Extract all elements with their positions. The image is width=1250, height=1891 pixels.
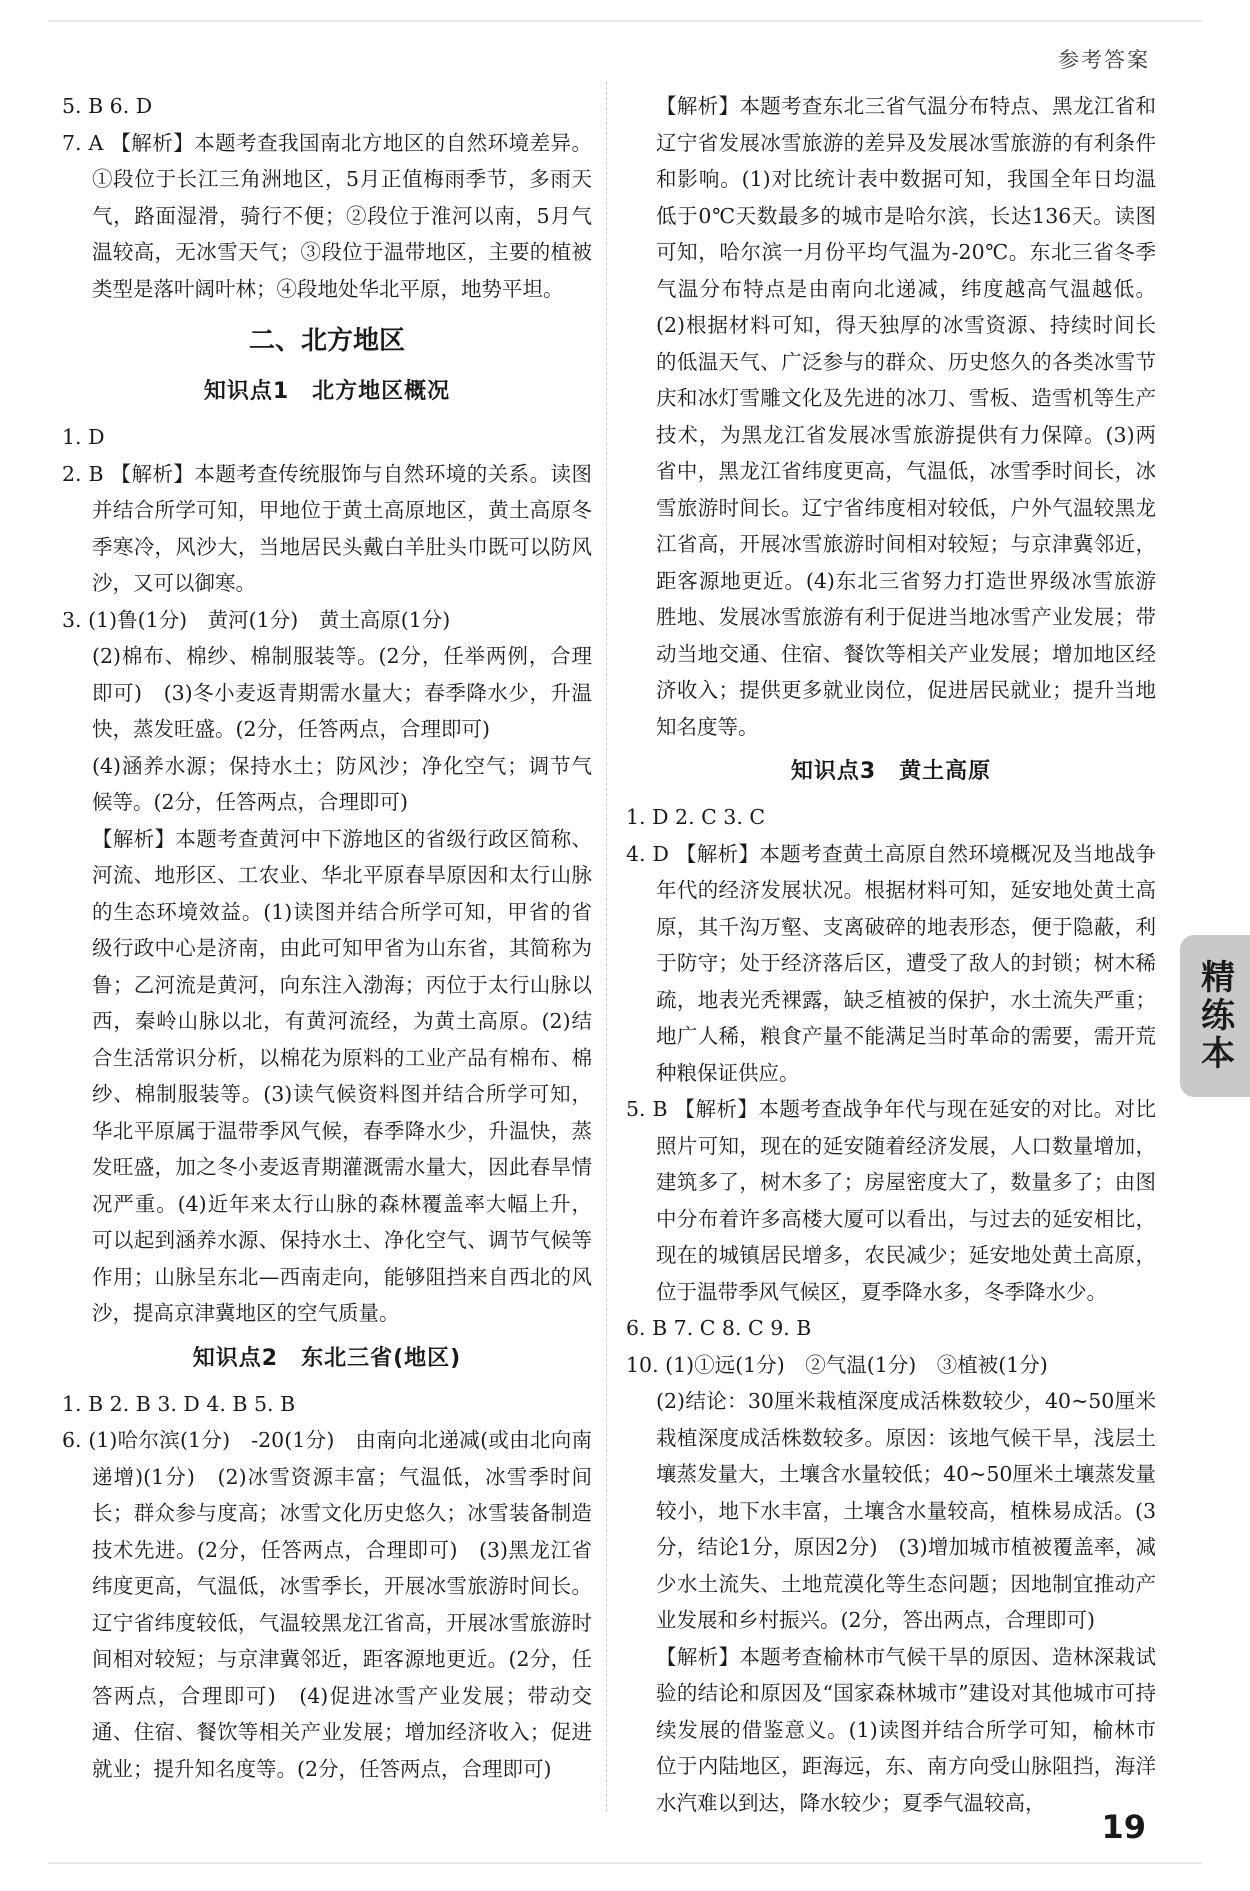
page-number: 19: [1101, 1808, 1146, 1846]
bottom-rule: [48, 1862, 1202, 1864]
kp3-answer-q10-part1: 10. (1)①远(1分) ②气温(1分) ③植被(1分): [626, 1352, 1048, 1377]
kp1-answer-q2: 2. B 【解析】本题考查传统服饰与自然环境的关系。读图并结合所学可知，甲地位于黄土高原地区，黄土高原冬季寒冷，风沙大，当地居民头戴白羊肚头巾既可以防风沙，又可以御寒。: [62, 461, 592, 595]
left-column: [62, 88, 592, 1787]
knowledge-point-1-title: 知识点1 北方地区概况: [203, 379, 451, 404]
kp3-answer-q4: 4. D 【解析】本题考查黄土高原自然环境概况及当地战争年代的经济发展状况。根据材料可知，延安地处黄土高原，其千沟万壑、支离破碎的地表形态，便于隐蔽，利于防守；处于经济落后区，遭受了敌人的封锁；树木稀疏，地表光秃裸露，缺乏植被的保护，水土流失严重；地广人稀，粮食产量不能满足当时革命的需要，需开荒种粮保证供应。: [626, 841, 1156, 1085]
kp1-answer-q3-part3: (4)涵养水源；保持水土；防风沙；净化空气；调节气候等。(2分，任答两点，合理即可): [92, 753, 592, 814]
kp3-answer-q10-explanation: 【解析】本题考查榆林市气候干旱的原因、造林深栽试验的结论和原因及“国家森林城市”建设对其他城市可持续发展的借鉴意义。(1)读图并结合所学可知，榆林市位于内陆地区，距海远，东、南方向受山脉阻挡，海洋水汽难以到达，降水较少；夏季气温较高，: [656, 1644, 1156, 1815]
kp3-answer-q10-part2: (2)结论：30厘米栽植深度成活株数较少，40~50厘米栽植深度成活株数较多。原因：该地气候干旱，浅层土壤蒸发量大，土壤含水量较低；40~50厘米土壤蒸发量较小，地下水丰富，土壤含水量较高，植株易成活。(3分，结论1分，原因2分) (3)增加城市植被覆盖率，减少水土流失、土地荒漠化等生态问题；因地制宜推动产业发展和乡村振兴。(2分，答出两点，合理即可): [656, 1389, 1156, 1632]
kp2-answers-q1-5: 1. B 2. B 3. D 4. B 5. B: [62, 1391, 296, 1416]
kp1-answer-q3-part1: 3. (1)鲁(1分) 黄河(1分) 黄土高原(1分): [62, 607, 451, 632]
side-tab-label: 精练本: [1194, 959, 1235, 1073]
column-divider: [606, 82, 607, 1812]
answer-q5-6: 5. B 6. D: [62, 94, 153, 118]
answer-q7: 7. A 【解析】本题考查我国南北方地区的自然环境差异。①段位于长江三角洲地区，5月正值梅雨季节，多雨天气，路面湿滑，骑行不便；②段位于淮河以南，5月气温较高，无冰雪天气；③段位于温带地区，主要的植被类型是落叶阔叶林；④段地处华北平原，地势平坦。: [62, 130, 592, 301]
kp3-answers-q6-9: 6. B 7. C 8. C 9. B: [626, 1316, 812, 1340]
practice-book-tab: [1180, 935, 1250, 1097]
knowledge-point-2-title: 知识点2 东北三省(地区): [192, 1345, 462, 1371]
kp2-answer-q6-explanation: 【解析】本题考查东北三省气温分布特点、黑龙江省和辽宁省发展冰雪旅游的差异及发展冰雪旅游的有利条件和影响。(1)对比统计表中数据可知，我国全年日均温低于0℃天数最多的城市是哈尔滨，长达136天。读图可知，哈尔滨一月份平均气温为-20℃。东北三省冬季气温分布特点是由南向北递减，纬度越高气温越低。(2)根据材料可知，得天独厚的冰雪资源、持续时间长的低温天气、广泛参与的群众、历史悠久的各类冰雪节庆和冰灯雪雕文化及先进的冰刀、雪板、造雪机等生产技术，为黑龙江省发展冰雪旅游提供有力保障。(3)两省中，黑龙江省纬度更高，气温低，冰雪季时间长，冰雪旅游时间长。辽宁省纬度相对较低，户外气温较黑龙江省高，开展冰雪旅游时间相对较短；与京津冀邻近，距客源地更近。(4)东北三省努力打造世界级冰雪旅游胜地、发展冰雪旅游有利于促进当地冰雪产业发展；带动当地交通、住宿、餐饮等相关产业发展；增加地区经济收入；提供更多就业岗位，促进居民就业；提升当地知名度等。: [656, 94, 1156, 739]
top-rule: [48, 20, 1202, 22]
kp3-answer-q5: 5. B 【解析】本题考查战争年代与现在延安的对比。对比照片可知，现在的延安随着经济发展，人口数量增加，建筑多了，树木多了；房屋密度大了，数量多了；由图中分布着许多高楼大厦可以看出，与过去的延安相比，现在的城镇居民增多，农民减少；延安地处黄土高原，位于温带季风气候区，夏季降水多，冬季降水少。: [626, 1097, 1156, 1304]
right-column: [626, 88, 1156, 1821]
kp2-answer-q6: 6. (1)哈尔滨(1分) -20(1分) 由南向北递减(或由北向南递增)(1分) (2)冰雪资源丰富；气温低，冰雪季时间长；群众参与度高；冰雪文化历史悠久；冰雪装备制造技术先进。(2分，任答两点，合理即可) (3)黑龙江省纬度更高，气温低，冰雪季长，开展冰雪旅游时间长。辽宁省纬度较低，气温较黑龙江省高，开展冰雪旅游时间相对较短；与京津冀邻近，距客源地更近。(2分，任答两点，合理即可) (4)促进冰雪产业发展；带动交通、住宿、餐饮等相关产业发展；增加经济收入；促进就业；提升知名度等。(2分，任答两点，合理即可): [62, 1428, 592, 1781]
section-title: 二、北方地区: [248, 326, 405, 356]
kp1-answer-q1: 1. D: [62, 425, 105, 449]
page-header: 参考答案: [1058, 48, 1150, 72]
kp3-answers-q1-3: 1. D 2. C 3. C: [626, 805, 766, 829]
kp1-answer-q3-explanation: 【解析】本题考查黄河中下游地区的省级行政区简称、河流、地形区、工农业、华北平原春旱原因和太行山脉的生态环境效益。(1)读图并结合所学可知，甲省的省级行政中心是济南，由此可知甲省为山东省，其简称为鲁；乙河流是黄河，向东注入渤海；丙位于太行山脉以西，秦岭山脉以北，有黄河流经，为黄土高原。(2)结合生活常识分析，以棉花为原料的工业产品有棉布、棉纱、棉制服装等。(3)读气候资料图并结合所学可知，华北平原属于温带季风气候，春季降水少，升温快，蒸发旺盛，加之冬小麦返青期灌溉需水量大，因此春旱情况严重。(4)近年来太行山脉的森林覆盖率大幅上升，可以起到涵养水源、保持水土、净化空气、调节气候等作用；山脉呈东北—西南走向，能够阻挡来自西北的风沙，提高京津冀地区的空气质量。: [92, 826, 592, 1325]
kp1-answer-q3-part2: (2)棉布、棉纱、棉制服装等。(2分，任举两例，合理即可) (3)冬小麦返青期需水量大；春季降水少，升温快，蒸发旺盛。(2分，任答两点，合理即可): [92, 644, 592, 741]
knowledge-point-3-title: 知识点3 黄土高原: [790, 759, 992, 784]
